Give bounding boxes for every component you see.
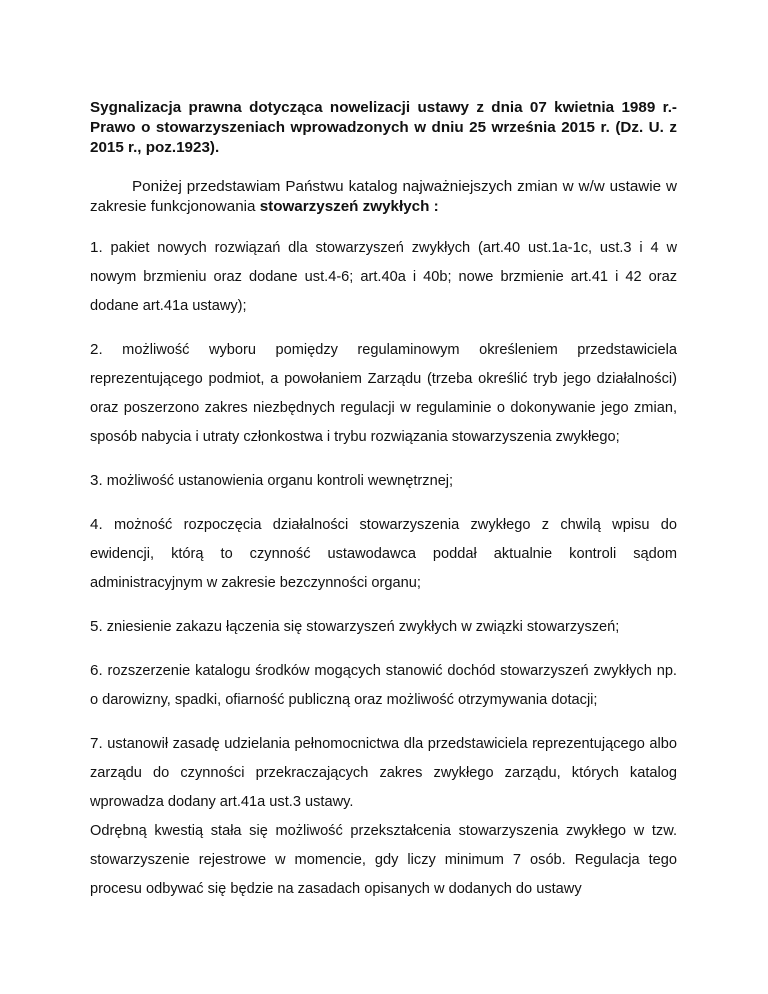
list-item-number: 5. [90, 618, 103, 635]
list-item-2 [90, 335, 677, 452]
list-item-text: możliwość ustanowienia organu kontroli wewnętrznej; [106, 473, 454, 489]
list-item-text: rozszerzenie katalogu środków mogących stanowić dochód stowarzyszeń zwykłych np. o darowizny, spadki, ofiarność publiczną oraz możliwość otrzymywania dotacji; [90, 663, 677, 708]
list-item-4 [90, 510, 677, 598]
list-item-text: ustanowił zasadę udzielania pełnomocnictwa dla przedstawiciela reprezentującego albo zarządu do czynności przekraczających zakres zwykłego zarządu, których katalog wprowadza dodany art.41a ust.3 ustawy. [90, 736, 677, 810]
list-item-text: pakiet nowych rozwiązań dla stowarzyszeń zwykłych (art.40 ust.1a-1c, ust.3 i 4 w nowym brzmieniu oraz dodane ust.4-6; art.40a i 40b; nowe brzmienie art.41 i 42 oraz dodane art.41a ustawy); [90, 240, 677, 314]
list-item-text: możliwość wyboru pomiędzy regulaminowym określeniem przedstawiciela reprezentującego podmiot, a powołaniem Zarządu (trzeba określić tryb jego działalności) oraz poszerzono zakres niezbędnych regulacji w regulaminie o dokonywanie jego zmian, sposób nabycia i utraty członkostwa i trybu rozwiązania stowarzyszenia zwykłego; [90, 342, 677, 445]
list-item-number: 6. [90, 662, 103, 679]
intro-bold-text: stowarzyszeń zwykłych : [259, 198, 439, 215]
document-page [90, 98, 677, 904]
intro-text: Poniżej przedstawiam Państwu katalog najważniejszych zmian w w/w ustawie w zakresie funkcjonowania [90, 178, 677, 215]
list-item-number: 2. [90, 341, 103, 358]
list-item-text: zniesienie zakazu łączenia się stowarzyszeń zwykłych w związki stowarzyszeń; [106, 619, 620, 635]
list-item-number: 4. [90, 516, 103, 533]
list-item-number: 7. [90, 735, 103, 752]
list-item-3 [90, 466, 677, 496]
closing-paragraph: Odrębną kwestią stała się możliwość przekształcenia stowarzyszenia zwykłego w tzw. stowarzyszenie rejestrowe w momencie, gdy liczy minimum 7 osób. Regulacja tego procesu odbywać się będzie na zasadach opisanych w dodanych do ustawy [90, 823, 677, 897]
intro-paragraph [90, 177, 677, 217]
list-item-number: 1. [90, 239, 103, 256]
list-item-number: 3. [90, 472, 103, 489]
list-item-1 [90, 233, 677, 321]
list-item-5 [90, 612, 677, 642]
list-item-6 [90, 656, 677, 715]
list-item-7 [90, 729, 677, 817]
document-title: Sygnalizacja prawna dotycząca nowelizacji ustawy z dnia 07 kwietnia 1989 r.- Prawo o stowarzyszeniach wprowadzonych w dniu 25 września 2015 r. (Dz. U. z 2015 r., poz.1923). [90, 99, 677, 156]
list-item-text: możność rozpoczęcia działalności stowarzyszenia zwykłego z chwilą wpisu do ewidencji, którą to czynność ustawodawca poddał aktualnie kontroli sądom administracyjnym w zakresie bezczynności organu; [90, 517, 677, 591]
